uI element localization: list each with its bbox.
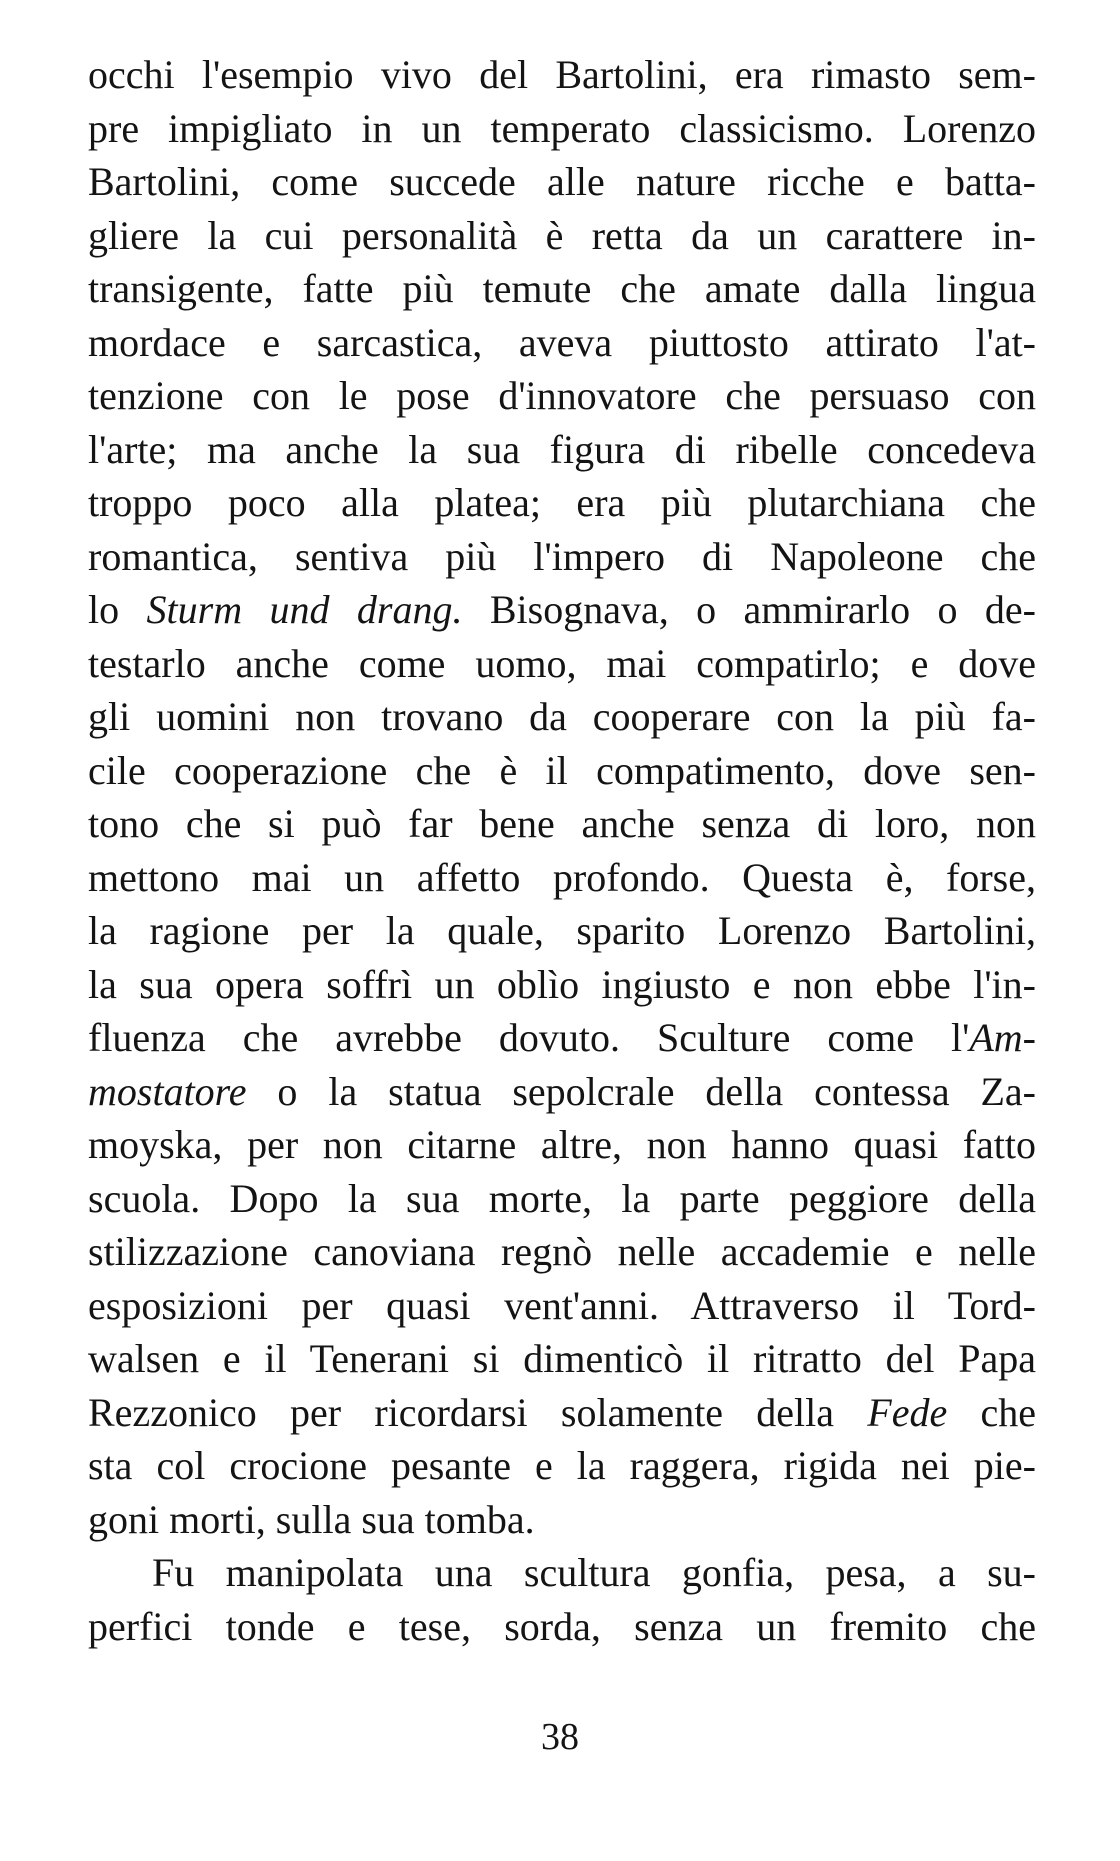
text-line: cile cooperazione che è il compatimento, dove sen- bbox=[88, 747, 1036, 793]
text-line: mostatore o la statua sepolcrale della contessa Za- bbox=[88, 1068, 1036, 1114]
text-line: mordace e sarcastica, aveva piuttosto attirato l'at- bbox=[88, 319, 1036, 365]
italic-title-fede: Fede bbox=[867, 1389, 948, 1435]
text-line: occhi l'esempio vivo del Bartolini, era rimasto sem- bbox=[88, 52, 1036, 97]
text-line: esposizioni per quasi vent'anni. Attraverso il Tord- bbox=[88, 1282, 1036, 1328]
text-line: la ragione per la quale, sparito Lorenzo Bartolini, bbox=[88, 908, 1036, 953]
text-line: troppo poco alla platea; era più plutarchiana che bbox=[88, 480, 1036, 525]
text-line: lo Sturm und drang. Bisognava, o ammirarlo o de- bbox=[88, 587, 1036, 632]
text-line: gli uomini non trovano da cooperare con la più fa- bbox=[88, 694, 1036, 739]
body-text bbox=[88, 48, 1036, 1653]
text-line: fluenza che avrebbe dovuto. Sculture come l'Am- bbox=[88, 1015, 1036, 1060]
text-line: transigente, fatte più temute che amate dalla lingua bbox=[88, 266, 1036, 311]
text-line: scuola. Dopo la sua morte, la parte peggiore della bbox=[88, 1175, 1036, 1221]
text-line: tono che si può far bene anche senza di loro, non bbox=[88, 801, 1036, 846]
text-line: romantica, sentiva più l'impero di Napoleone che bbox=[88, 533, 1036, 579]
text-line: gliere la cui personalità è retta da un carattere in- bbox=[88, 212, 1036, 258]
text-line: stilizzazione canoviana regnò nelle accademie e nelle bbox=[88, 1229, 1036, 1274]
text-line: sta col crocione pesante e la raggera, rigida nei pie- bbox=[88, 1443, 1036, 1488]
text-line: l'arte; ma anche la sua figura di ribelle concedeva bbox=[88, 426, 1036, 472]
text-line: Rezzonico per ricordarsi solamente della Fede che bbox=[88, 1389, 1037, 1435]
text-line: Bartolini, come succede alle nature ricche e batta- bbox=[88, 159, 1036, 204]
text-line: tenzione con le pose d'innovatore che persuaso con bbox=[88, 373, 1036, 418]
text-line: mettono mai un affetto profondo. Questa è, forse, bbox=[88, 854, 1036, 900]
text-line: testarlo anche come uomo, mai compatirlo; e dove bbox=[88, 640, 1036, 686]
text-line: moyska, per non citarne altre, non hanno quasi fatto bbox=[88, 1122, 1036, 1167]
page-number: 38 bbox=[541, 1716, 579, 1758]
italic-title-sturm-und-drang: Sturm und drang. bbox=[146, 587, 463, 632]
italic-title-ammostatore-start: Am- bbox=[969, 1015, 1036, 1060]
paragraph-start-line: Fu manipolata una scultura gonfia, pesa, a su- bbox=[152, 1550, 1036, 1595]
italic-title-ammostatore-end: mostatore bbox=[88, 1068, 247, 1114]
text-line: walsen e il Tenerani si dimenticò il ritratto del Papa bbox=[88, 1336, 1036, 1381]
paragraph-end-line: goni morti, sulla sua tomba. bbox=[88, 1496, 535, 1542]
text-line: la sua opera soffrì un oblìo ingiusto e non ebbe l'in- bbox=[88, 961, 1036, 1007]
text-line: pre impigliato in un temperato classicismo. Lorenzo bbox=[88, 105, 1036, 151]
text-line: perfici tonde e tese, sorda, senza un fremito che bbox=[88, 1603, 1036, 1649]
